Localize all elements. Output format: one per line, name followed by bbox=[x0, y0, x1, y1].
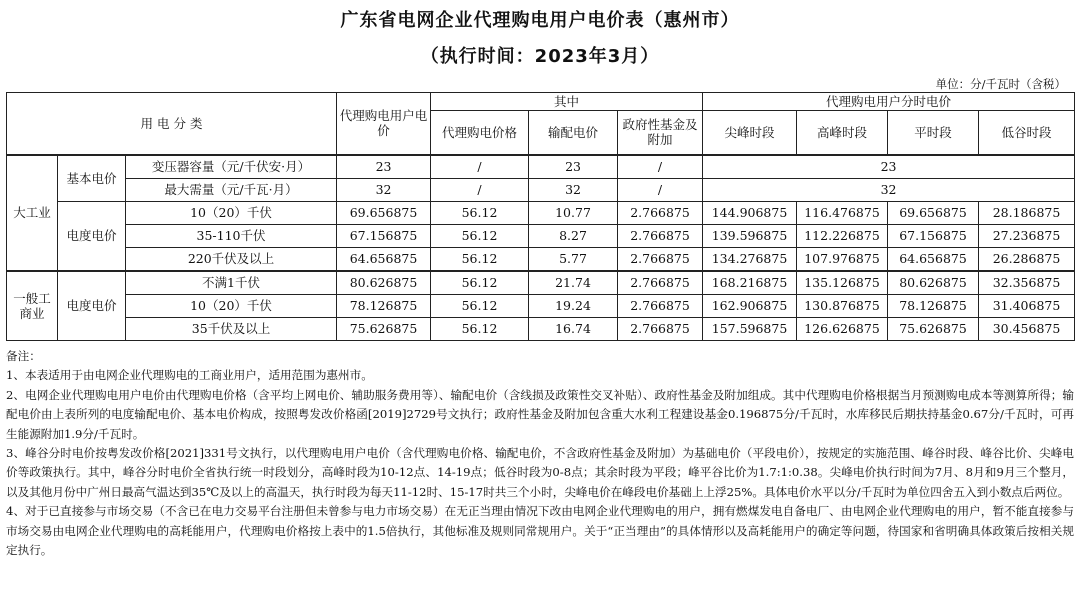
cell-procure: 56.12 bbox=[431, 317, 529, 340]
unit-label: 单位：分/千瓦时（含税） bbox=[935, 77, 1066, 91]
cell-sharp: 139.596875 bbox=[703, 224, 797, 247]
cell-tou-merged: 23 bbox=[703, 155, 1075, 179]
cell-procure: 56.12 bbox=[431, 224, 529, 247]
table-row bbox=[7, 155, 1075, 179]
page-title: 广东省电网企业代理购电用户电价表（惠州市） bbox=[340, 10, 740, 31]
cell-trans: 19.24 bbox=[529, 294, 618, 317]
cell-fund: 2.766875 bbox=[618, 317, 703, 340]
group-basic-price: 基本电价 bbox=[58, 155, 126, 202]
table-row bbox=[7, 247, 1075, 271]
cell-valley: 31.406875 bbox=[979, 294, 1075, 317]
cell-sharp: 144.906875 bbox=[703, 201, 797, 224]
header-sharp-peak: 尖峰时段 bbox=[703, 111, 797, 155]
row-label: 变压器容量（元/千伏安·月） bbox=[126, 155, 337, 179]
cell-total: 69.656875 bbox=[337, 201, 431, 224]
header-procure-price: 代理购电价格 bbox=[431, 111, 529, 155]
row-label: 不满1千伏 bbox=[126, 271, 337, 295]
header-fund: 政府性基金及附加 bbox=[618, 111, 703, 155]
cell-fund: 2.766875 bbox=[618, 271, 703, 295]
cell-peak: 135.126875 bbox=[797, 271, 888, 295]
cell-tou-merged: 32 bbox=[703, 178, 1075, 201]
header-valley: 低谷时段 bbox=[979, 111, 1075, 155]
cell-total: 80.626875 bbox=[337, 271, 431, 295]
cell-procure: 56.12 bbox=[431, 294, 529, 317]
table-row bbox=[7, 201, 1075, 224]
header-peak: 高峰时段 bbox=[797, 111, 888, 155]
note-2: 2、电网企业代理购电用户电价由代理购电价格（含平均上网电价、辅助服务费用等）、输配电价（含线损及政策性交叉补贴）、政府性基金及附加组成。其中代理购电价格根据当月预测购电成本等测算所得；输配电价由上表所列的电度输配电价、基本电价构成，按照粤发改价格函[2019]2729号文执行；政府性基金及附加包含重大水利工程建设基金0.196875分/千瓦时，水库移民后期扶持基金0.67分/千瓦时，可再生能源附加1.9分/千瓦时。 bbox=[6, 387, 1074, 441]
row-label: 220千伏及以上 bbox=[126, 247, 337, 271]
cell-flat: 69.656875 bbox=[888, 201, 979, 224]
cell-fund: 2.766875 bbox=[618, 294, 703, 317]
header-tou-group: 代理购电用户分时电价 bbox=[703, 93, 1075, 111]
cell-fund: 2.766875 bbox=[618, 201, 703, 224]
cell-procure: / bbox=[431, 155, 529, 179]
table-row bbox=[7, 294, 1075, 317]
cell-flat: 67.156875 bbox=[888, 224, 979, 247]
cell-procure: 56.12 bbox=[431, 201, 529, 224]
cell-fund: / bbox=[618, 155, 703, 179]
group-energy-price: 电度电价 bbox=[58, 271, 126, 341]
cell-peak: 107.976875 bbox=[797, 247, 888, 271]
cell-fund: 2.766875 bbox=[618, 247, 703, 271]
cell-flat: 64.656875 bbox=[888, 247, 979, 271]
header-of-which: 其中 bbox=[431, 93, 703, 111]
group-energy-price: 电度电价 bbox=[58, 201, 126, 271]
cell-total: 75.626875 bbox=[337, 317, 431, 340]
notes-heading: 备注： bbox=[6, 349, 41, 363]
cell-total: 32 bbox=[337, 178, 431, 201]
notes-section bbox=[6, 347, 1074, 560]
cell-trans: 16.74 bbox=[529, 317, 618, 340]
header-category: 用 电 分 类 bbox=[7, 93, 337, 155]
cell-total: 64.656875 bbox=[337, 247, 431, 271]
note-3: 3、峰谷分时电价按粤发改价格[2021]331号文执行，以代理购电用户电价（含代理购电价格、输配电价，不含政府性基金及附加）为基础电价（平段电价），按规定的实施范围、峰谷时段、峰谷比价、尖峰电价等政策执行。其中，峰谷分时电价全省执行统一时段划分，高峰时段为10-12点、14-19点；低谷时段为0-8点；其余时段为平段；峰平谷比价为1.7:1:0.38。尖峰电价执行时间为7月、8月和9月三个整月，以及其他月份中广州日最高气温达到35℃及以上的高温天，执行时段为每天11-12时、15-17时共三个小时，尖峰电价在峰段电价基础上上浮25%。具体电价水平以分/千瓦时为单位四舍五入到小数点后两位。 bbox=[6, 446, 1074, 499]
table-row bbox=[7, 178, 1075, 201]
cell-flat: 80.626875 bbox=[888, 271, 979, 295]
row-label: 10（20）千伏 bbox=[126, 201, 337, 224]
cell-sharp: 134.276875 bbox=[703, 247, 797, 271]
header-flat: 平时段 bbox=[888, 111, 979, 155]
row-label: 最大需量（元/千瓦·月） bbox=[126, 178, 337, 201]
cell-flat: 78.126875 bbox=[888, 294, 979, 317]
header-agent-price: 代理购电用户电价 bbox=[337, 93, 431, 155]
cell-trans: 8.27 bbox=[529, 224, 618, 247]
cell-total: 23 bbox=[337, 155, 431, 179]
cell-total: 78.126875 bbox=[337, 294, 431, 317]
cell-procure: 56.12 bbox=[431, 247, 529, 271]
header-transmission: 输配电价 bbox=[529, 111, 618, 155]
cell-valley: 27.236875 bbox=[979, 224, 1075, 247]
note-4: 4、对于已直接参与市场交易（不含已在电力交易平台注册但未曾参与电力市场交易）在无正当理由情况下改由电网企业代理购电的用户，拥有燃煤发电自备电厂、由电网企业代理购电的用户，暂不能直接参与市场交易由电网企业代理购电的高耗能用户，代理购电价格按上表中的1.5倍执行，其他标准及规则同常规用户。关于“正当理由”的具体情形以及高耗能用户的确定等问题，待国家和省明确具体政策后按相关规定执行。 bbox=[6, 504, 1074, 558]
cell-valley: 26.286875 bbox=[979, 247, 1075, 271]
cell-trans: 5.77 bbox=[529, 247, 618, 271]
note-1: 1、本表适用于由电网企业代理购电的工商业用户，适用范围为惠州市。 bbox=[6, 368, 373, 383]
table-row bbox=[7, 317, 1075, 340]
cell-peak: 116.476875 bbox=[797, 201, 888, 224]
row-label: 35千伏及以上 bbox=[126, 317, 337, 340]
cell-flat: 75.626875 bbox=[888, 317, 979, 340]
table-row bbox=[7, 224, 1075, 247]
cell-procure: / bbox=[431, 178, 529, 201]
cell-peak: 126.626875 bbox=[797, 317, 888, 340]
cell-procure: 56.12 bbox=[431, 271, 529, 295]
cell-fund: 2.766875 bbox=[618, 224, 703, 247]
cell-sharp: 168.216875 bbox=[703, 271, 797, 295]
cell-peak: 130.876875 bbox=[797, 294, 888, 317]
cell-total: 67.156875 bbox=[337, 224, 431, 247]
cell-trans: 10.77 bbox=[529, 201, 618, 224]
group-general: 一般工商业 bbox=[7, 271, 58, 341]
cell-trans: 23 bbox=[529, 155, 618, 179]
cell-valley: 32.356875 bbox=[979, 271, 1075, 295]
row-label: 35-110千伏 bbox=[126, 224, 337, 247]
row-label: 10（20）千伏 bbox=[126, 294, 337, 317]
page-subtitle: （执行时间：2023年3月） bbox=[420, 46, 660, 67]
cell-sharp: 157.596875 bbox=[703, 317, 797, 340]
cell-valley: 28.186875 bbox=[979, 201, 1075, 224]
cell-trans: 32 bbox=[529, 178, 618, 201]
cell-valley: 30.456875 bbox=[979, 317, 1075, 340]
cell-sharp: 162.906875 bbox=[703, 294, 797, 317]
table-row bbox=[7, 271, 1075, 295]
price-table bbox=[6, 92, 1075, 341]
cell-fund: / bbox=[618, 178, 703, 201]
group-large-industry: 大工业 bbox=[7, 155, 58, 271]
cell-trans: 21.74 bbox=[529, 271, 618, 295]
cell-peak: 112.226875 bbox=[797, 224, 888, 247]
